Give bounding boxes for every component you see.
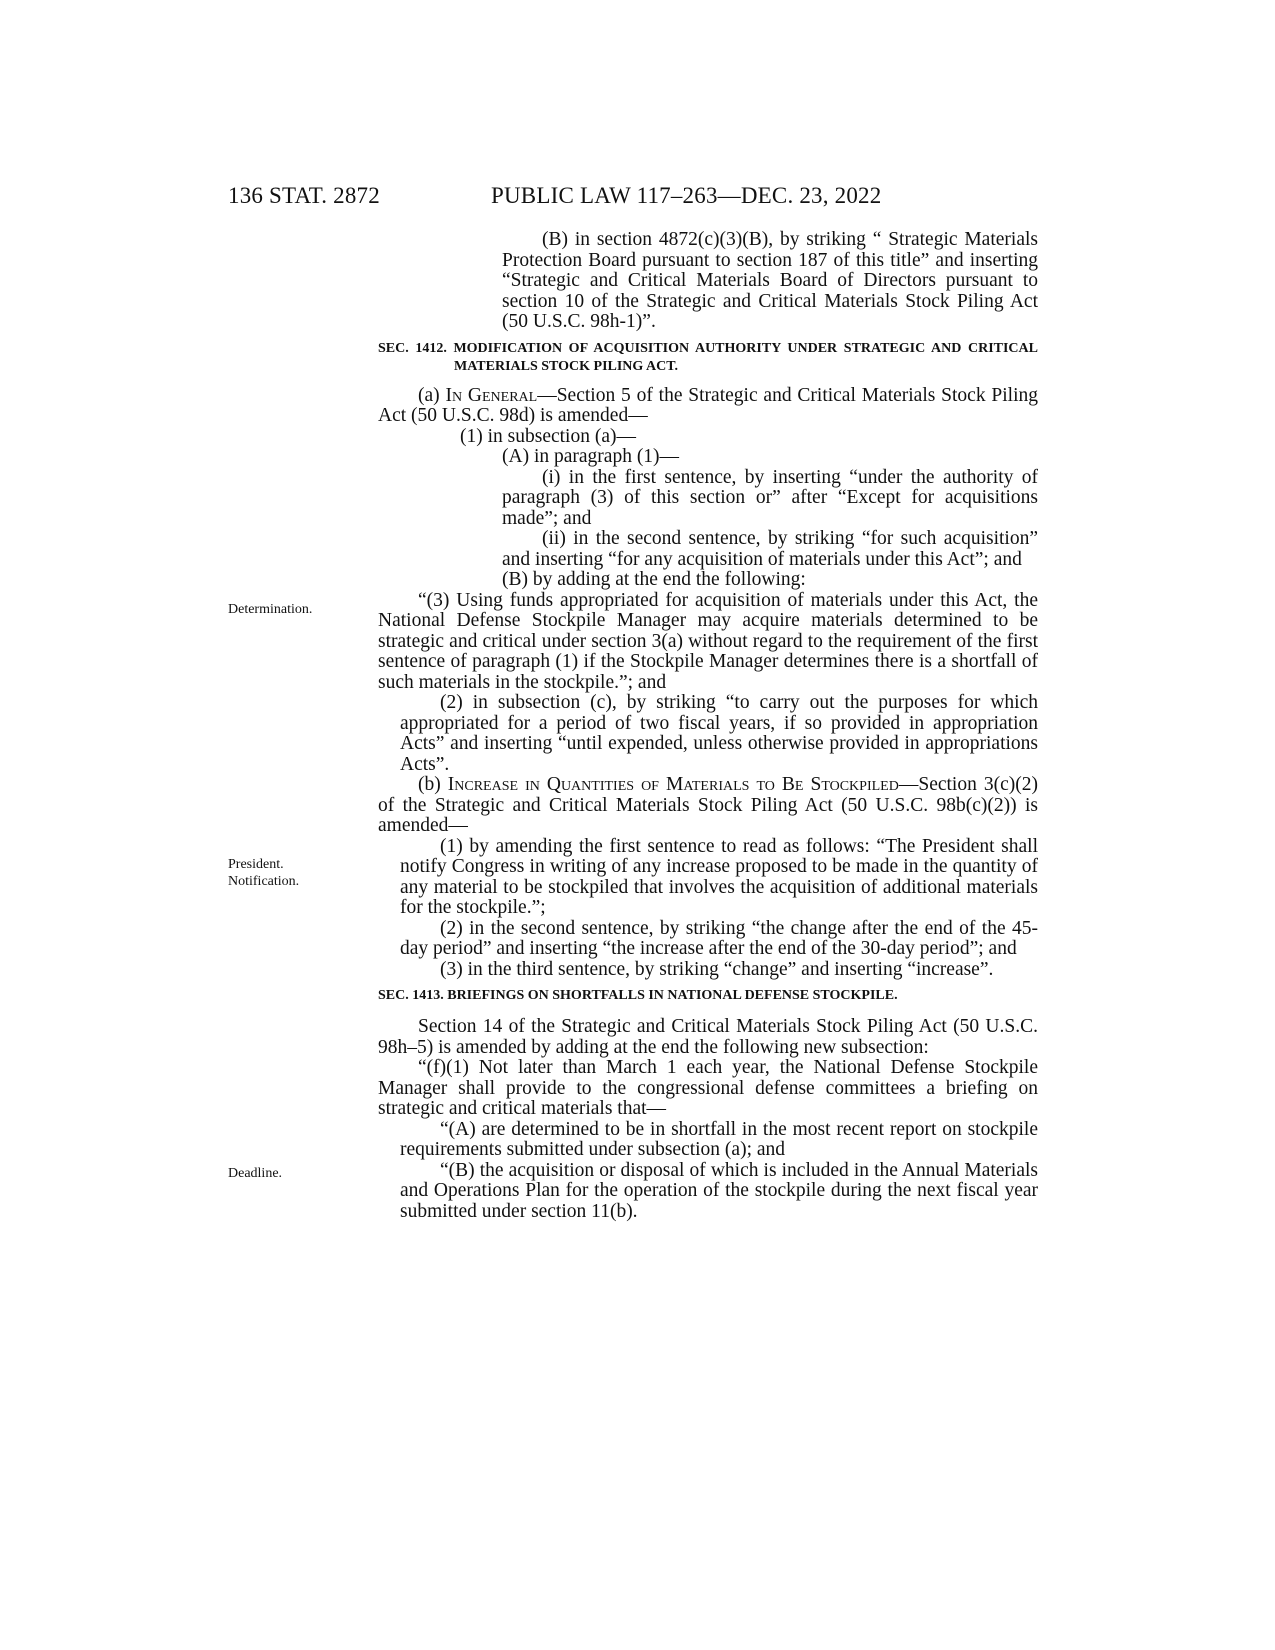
- paragraph-b-increase: (b) Increase in Quantities of Materials to Be Stockpiled—Section 3(c)(2) of the Strategic and Critical Materials Stock Piling Act (50 U.S.C. 98b(c)(2)) is amended—: [378, 774, 1038, 836]
- quoted-paragraph-3: “(3) Using funds appropriated for acquisition of materials under this Act, the National Defense Stockpile Manager may acquire materials determined to be strategic and critical under section 3(a) without regard to the requirement of the first sentence of paragraph (1) if the Stockpile Manager determines there is a shortfall of such materials in the stockpile.”; and: [378, 589, 1038, 693]
- in-general-heading: In General: [445, 384, 538, 406]
- stat-page-reference: 136 STAT. 2872: [228, 183, 380, 208]
- paragraph-b-4872: (B) in section 4872(c)(3)(B), by striking “ Strategic Materials Protection Board pursuant to section 187 of this title” and inserting “Strategic and Critical Materials Board of Directors pursuant to section 10 of the Strategic and Critical Materials Stock Piling Act (50 U.S.C. 98h-1)”.: [502, 229, 1038, 332]
- increase-text: —Section 3(c)(2) of the Strategic and Critical Materials Stock Piling Act (50 U.S.C. 98b(c)(2)) is amended—: [378, 774, 1038, 836]
- main-text-column: [378, 230, 1038, 1222]
- margin-note-determination: Determination.: [228, 602, 313, 617]
- quoted-subparagraph-b: “(B) the acquisition or disposal of which is included in the Annual Materials and Operations Plan for the operation of the stockpile during the next fiscal year submitted under section 11(b).: [400, 1159, 1038, 1222]
- paragraph-b-adding: (B) by adding at the end the following:: [502, 569, 806, 590]
- margin-note-president: President.: [228, 857, 284, 872]
- margin-note-notification: Notification.: [228, 874, 300, 889]
- paragraph-1-subsection-a: (1) in subsection (a)—: [460, 425, 636, 447]
- clause-ii-second-sentence: (ii) in the second sentence, by striking “for such acquisition” and inserting “for any acquisition of materials under this Act”; and: [502, 528, 1038, 570]
- increase-heading: Increase in Quantities of Materials to Be Stockpiled: [447, 774, 899, 795]
- section-1412-heading: SEC. 1412. MODIFICATION OF ACQUISITION AUTHORITY UNDER STRATEGIC AND CRITICAL MATERIALS STOCK PILING ACT.: [378, 340, 1038, 374]
- paragraph-a-paragraph-1: (A) in paragraph (1)—: [502, 446, 680, 467]
- paragraph-1-amending: (1) by amending the first sentence to read as follows: “The President shall notify Congress in writing of any increase proposed to be made in the quantity of any material to be stockpiled that involves the acquisition of additional materials for the stockpile.”;: [400, 835, 1038, 918]
- margin-note-deadline: Deadline.: [228, 1166, 283, 1181]
- clause-i-first-sentence: (i) in the first sentence, by inserting “under the authority of paragraph (3) of this section or” after “Except for acquisitions made”; and: [502, 466, 1038, 529]
- paragraph-2-second-sentence: (2) in the second sentence, by striking “the change after the end of the 45-day period” and inserting “the increase after the end of the 30-day period”; and: [400, 917, 1038, 959]
- paragraph-a-in-general: (a) In General—Section 5 of the Strategic and Critical Materials Stock Piling Act (50 U.S.C. 98d) is amended—: [378, 384, 1038, 426]
- in-general-text: —Section 5 of the Strategic and Critical Materials Stock Piling Act (50 U.S.C. 98d) is amended—: [378, 384, 1038, 426]
- section-1413-heading: SEC. 1413. BRIEFINGS ON SHORTFALLS IN NATIONAL DEFENSE STOCKPILE.: [378, 988, 898, 1003]
- section-14-intro: Section 14 of the Strategic and Critical Materials Stock Piling Act (50 U.S.C. 98h–5) is amended by adding at the end the following new subsection:: [378, 1016, 1038, 1058]
- quoted-subsection-f: “(f)(1) Not later than March 1 each year, the National Defense Stockpile Manager shall provide to the congressional defense committees a briefing on strategic and critical materials that—: [378, 1057, 1038, 1119]
- running-header-title: PUBLIC LAW 117–263—DEC. 23, 2022: [491, 183, 882, 208]
- paragraph-2-subsection-c: (2) in subsection (c), by striking “to carry out the purposes for which appropriated for a period of two fiscal years, if so provided in appropriation Acts” and inserting “until expended, unless otherwise provided in appropriations Acts”.: [400, 692, 1038, 775]
- paragraph-3-third-sentence: (3) in the third sentence, by striking “change” and inserting “increase”.: [440, 958, 994, 980]
- quoted-subparagraph-a: “(A) are determined to be in shortfall in the most recent report on stockpile requirements submitted under subsection (a); and: [400, 1118, 1038, 1160]
